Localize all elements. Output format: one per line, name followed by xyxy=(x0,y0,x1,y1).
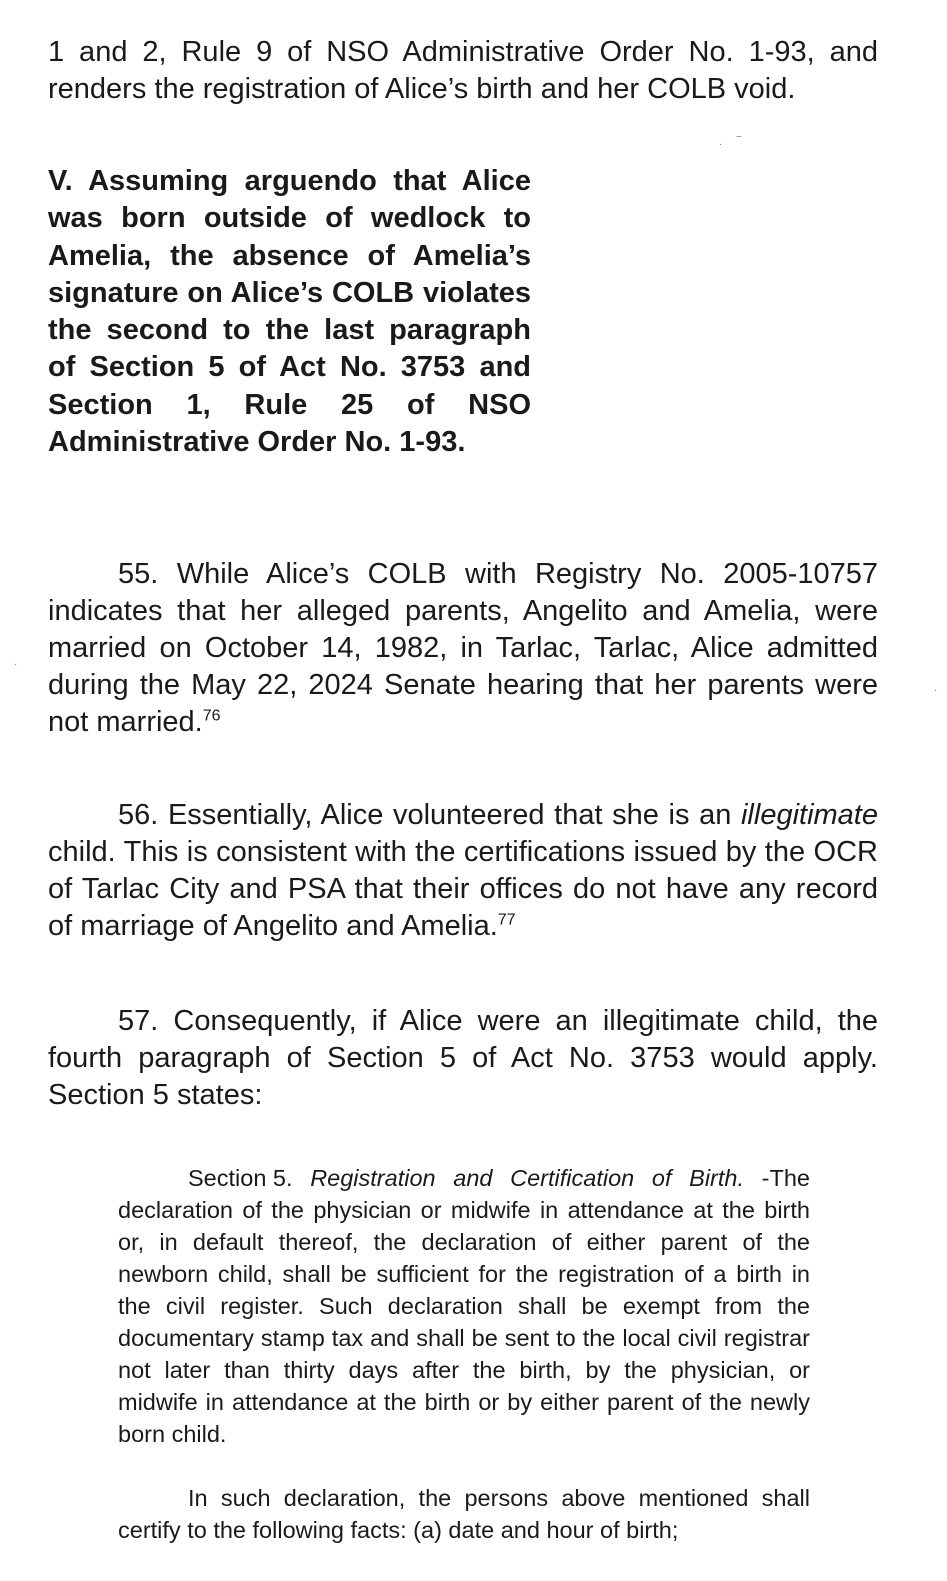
scan-speck: · xyxy=(934,685,938,696)
scan-speck: ~ xyxy=(736,132,742,143)
emphasis-text: illegitimate xyxy=(740,799,878,831)
paragraph-text-continued: child. This is consistent with the certifications issued by the OCR of Tarlac City and PSA that their offices do not have any record of marriage of Angelito and Amelia. xyxy=(48,836,878,942)
footnote-ref: 77 xyxy=(497,911,516,929)
paragraph-text: While Alice’s COLB with Registry No. 2005-10757 indicates that her alleged parents, Angelito and Amelia, were married on October 14, 1982, in Tarlac, Tarlac, Alice admitted during the May 22, 2024 Senate hearing that her parents were not married. xyxy=(48,558,879,738)
paragraph-number: 57. xyxy=(118,1005,159,1037)
scan-speck: · xyxy=(14,659,18,670)
paragraph-text: Consequently, if Alice were an illegitimate child, the fourth paragraph of Section 5 of Act No. 3753 would apply. Section 5 states: xyxy=(48,1005,879,1111)
paragraph-56 xyxy=(48,797,878,945)
paragraph-57 xyxy=(48,1003,878,1114)
paragraph-55 xyxy=(48,556,878,741)
quoted-section-label: Section 5. xyxy=(188,1165,293,1191)
paragraph-text: Essentially, Alice volunteered that she is an xyxy=(167,799,732,831)
quoted-section-title: Registration and Certification of Birth. xyxy=(310,1165,744,1191)
lead-in-paragraph: 1 and 2, Rule 9 of NSO Administrative Order No. 1-93, and renders the registration of Alice’s birth and her COLB void. xyxy=(48,36,878,105)
section-heading: V. Assuming arguendo that Alice was born outside of wedlock to Amelia, the absence of Amelia’s signature on Alice’s COLB violates the second to the last paragraph of Section 5 of Act No. 3753 and Section 1, Rule 25 of NSO Administrative Order No. 1-93. xyxy=(48,165,531,459)
quoted-section-paragraph-2 xyxy=(118,1482,810,1546)
paragraph-number: 56. xyxy=(118,799,159,831)
quoted-section-text: -The declaration of the physician or midwife in attendance at the birth or, in default thereof, the declaration of either parent of the newborn child, shall be sufficient for the registration of a birth in the civil register. Such declaration shall be exempt from the documentary stamp tax and shall be sent to the local civil registrar not later than thirty days after the birth, by the physician, or midwife in attendance at the birth or by either parent of the newly born child. xyxy=(118,1165,810,1447)
paragraph-number: 55. xyxy=(118,558,159,590)
quoted-section-text: In such declaration, the persons above mentioned shall certify to the following facts: (a) date and hour of birth; xyxy=(118,1485,810,1543)
footnote-ref: 76 xyxy=(202,707,221,725)
scan-speck: · xyxy=(719,139,723,150)
quoted-section-paragraph-1 xyxy=(118,1162,810,1450)
